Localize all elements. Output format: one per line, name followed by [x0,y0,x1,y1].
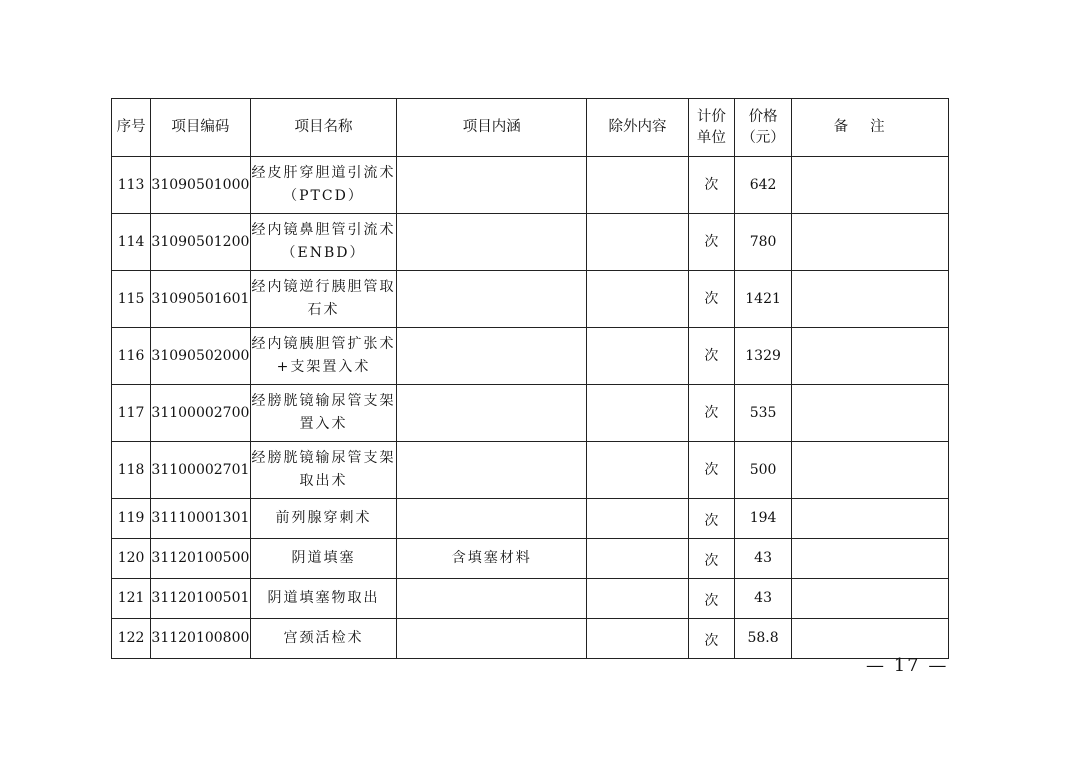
cell-content [397,619,587,659]
cell-content [397,157,587,214]
cell-content [397,271,587,328]
cell-name [250,539,397,579]
header-unit-line1: 计价 [696,108,726,125]
header-note: 备注 [792,99,949,157]
cell-no: 115 [112,271,151,328]
cell-name [250,385,397,442]
table-row [112,499,949,539]
cell-unit: 次 [688,619,734,659]
cell-note [792,157,949,214]
cell-code: 31100002700 [151,385,250,442]
cell-code: 31120100800 [151,619,250,659]
cell-code: 31090501200 [151,214,250,271]
table-row [112,579,949,619]
cell-note [792,214,949,271]
cell-price: 500 [734,442,791,499]
cell-unit: 次 [688,328,734,385]
table-row [112,328,949,385]
cell-code: 31100002701 [151,442,250,499]
cell-no: 122 [112,619,151,659]
cell-name-line1: 宫颈活检术 [283,630,364,646]
cell-name [250,328,397,385]
cell-name-line1: 阴道填塞 [291,550,356,566]
cell-note [792,539,949,579]
cell-unit: 次 [688,157,734,214]
table-row [112,214,949,271]
cell-price: 58.8 [734,619,791,659]
header-price-line2: （元） [741,129,785,146]
cell-note [792,385,949,442]
cell-excluded [587,619,688,659]
cell-excluded [587,499,688,539]
price-table [111,98,949,659]
cell-unit: 次 [688,499,734,539]
cell-excluded [587,214,688,271]
cell-excluded [587,539,688,579]
cell-name-line2: （ENBD） [281,245,366,261]
cell-unit: 次 [688,442,734,499]
cell-excluded [587,442,688,499]
table-header-row [112,99,949,157]
cell-note [792,271,949,328]
cell-note [792,442,949,499]
cell-code: 31090501601 [151,271,250,328]
cell-name [250,214,397,271]
cell-price: 642 [734,157,791,214]
cell-no: 118 [112,442,151,499]
cell-excluded [587,271,688,328]
cell-content: 含填塞材料 [397,539,587,579]
cell-name-line1: 经皮肝穿胆道引流术 [251,165,396,181]
cell-name-line1: 经膀胱镜输尿管支架 [251,393,396,409]
cell-name [250,579,397,619]
cell-code: 31110001301 [151,499,250,539]
cell-no: 119 [112,499,151,539]
cell-unit: 次 [688,539,734,579]
cell-name-line1: 经内镜胰胆管扩张术 [251,336,396,352]
cell-price: 43 [734,579,791,619]
cell-price: 1421 [734,271,791,328]
header-code: 项目编码 [151,99,250,157]
cell-note [792,328,949,385]
cell-name-line2: 取出术 [299,473,348,489]
cell-name-line1: 经内镜鼻胆管引流术 [251,222,396,238]
header-excluded: 除外内容 [587,99,688,157]
cell-price: 780 [734,214,791,271]
cell-code: 31120100501 [151,579,250,619]
header-unit [688,99,734,157]
cell-name-line1: 经内镜逆行胰胆管取 [251,279,396,295]
cell-code: 31090502000 [151,328,250,385]
cell-note [792,579,949,619]
cell-code: 31120100500 [151,539,250,579]
header-price-line1: 价格 [748,108,778,125]
table-row [112,539,949,579]
cell-no: 116 [112,328,151,385]
cell-price: 535 [734,385,791,442]
cell-excluded [587,579,688,619]
cell-name [250,619,397,659]
cell-unit: 次 [688,579,734,619]
cell-name-line1: 经膀胱镜输尿管支架 [251,450,396,466]
cell-content [397,442,587,499]
cell-name-line1: 前列腺穿刺术 [275,510,372,526]
cell-excluded [587,328,688,385]
cell-unit: 次 [688,271,734,328]
header-unit-line2: 单位 [696,129,726,146]
cell-content [397,579,587,619]
cell-no: 117 [112,385,151,442]
cell-content [397,385,587,442]
cell-content [397,214,587,271]
cell-no: 114 [112,214,151,271]
cell-content [397,328,587,385]
cell-code: 31090501000 [151,157,250,214]
cell-note [792,499,949,539]
cell-name [250,442,397,499]
cell-name-line1: 阴道填塞物取出 [267,590,380,606]
header-name: 项目名称 [250,99,397,157]
cell-price: 194 [734,499,791,539]
cell-content [397,499,587,539]
table-row [112,442,949,499]
cell-no: 113 [112,157,151,214]
cell-unit: 次 [688,214,734,271]
cell-unit: 次 [688,385,734,442]
cell-name [250,499,397,539]
cell-note [792,619,949,659]
header-price [734,99,791,157]
table-row [112,157,949,214]
cell-name-line2: 石术 [307,302,340,318]
header-no: 序号 [112,99,151,157]
cell-excluded [587,157,688,214]
header-content: 项目内涵 [397,99,587,157]
cell-price: 43 [734,539,791,579]
cell-excluded [587,385,688,442]
table-row [112,271,949,328]
cell-name [250,271,397,328]
page-number: — 17 — [866,655,949,676]
cell-name-line2: （PTCD） [283,188,364,204]
cell-no: 121 [112,579,151,619]
cell-no: 120 [112,539,151,579]
cell-name-line2: 置入术 [299,416,348,432]
cell-price: 1329 [734,328,791,385]
table-row [112,619,949,659]
cell-name-line2: +支架置入术 [276,359,371,375]
table-row [112,385,949,442]
cell-name [250,157,397,214]
